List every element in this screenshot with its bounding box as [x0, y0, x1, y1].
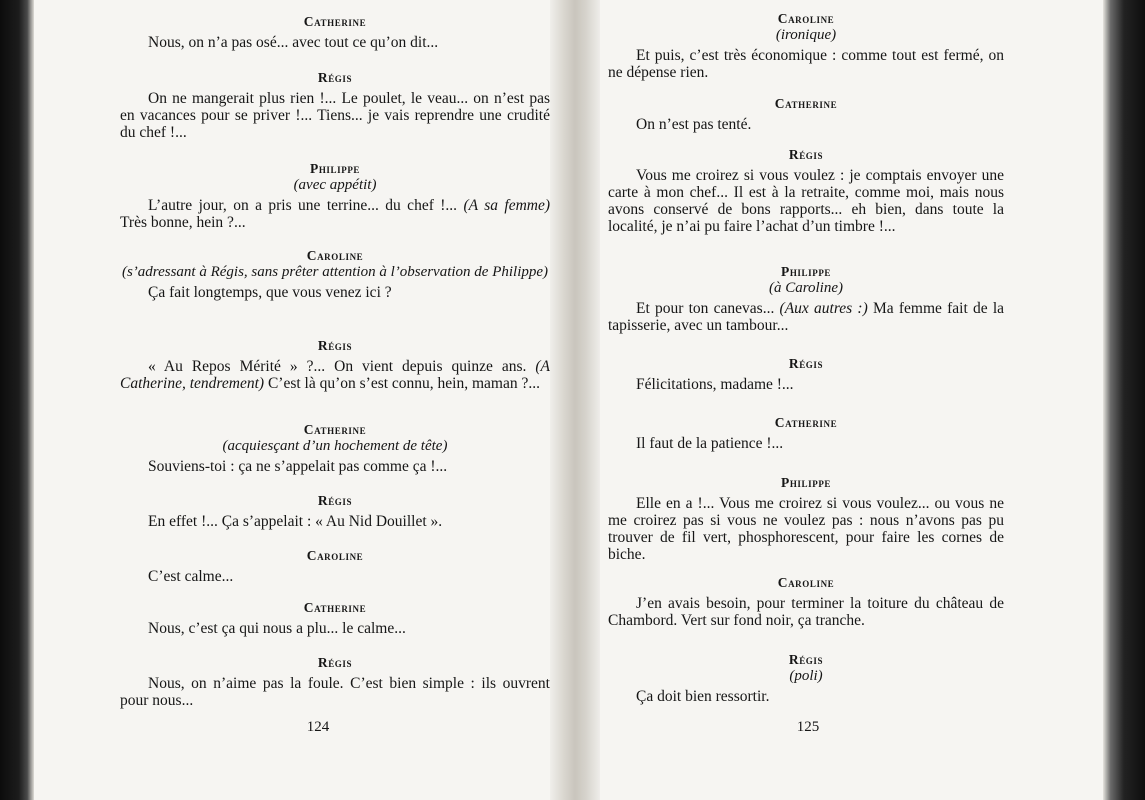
- speaker-name: Catherine: [303, 422, 367, 437]
- dialogue-line: Souviens-toi : ça ne s’appelait pas comme ça !...: [148, 458, 448, 475]
- speaker-name: Catherine: [303, 600, 367, 615]
- inline-stage-direction: (A sa femme): [463, 197, 550, 214]
- speaker-name: Régis: [317, 655, 353, 670]
- dialogue-block: [120, 247, 550, 301]
- book-gutter: [548, 0, 602, 800]
- stage-direction: (ironique): [775, 27, 837, 43]
- speaker-name: Catherine: [303, 14, 367, 29]
- dialogue-line: On n’est pas tenté.: [636, 116, 752, 133]
- speaker-name: Régis: [788, 652, 824, 667]
- dialogue-line: Nous, c’est ça qui nous a plu... le calme...: [148, 620, 406, 637]
- dialogue-line: Il faut de la patience !...: [636, 435, 784, 452]
- speaker-name: Régis: [788, 147, 824, 162]
- speaker-name: Catherine: [774, 415, 838, 430]
- dialogue-line: L’autre jour, on a pris une terrine... du chef !... (A sa femme) Très bonne, hein ?...: [120, 197, 550, 231]
- dialogue-block: [120, 69, 550, 141]
- speaker-name: Philippe: [780, 475, 832, 490]
- dialogue-block: [120, 492, 550, 530]
- stage-direction: (poli): [789, 668, 823, 684]
- stage-direction: (acquiesçant d’un hochement de tête): [222, 438, 448, 454]
- dialogue-line: Félicitations, madame !...: [636, 376, 794, 393]
- dialogue-block: [608, 474, 1004, 563]
- page-number: 124: [306, 719, 330, 735]
- speaker-name: Régis: [317, 70, 353, 85]
- stage-direction: (avec appétit): [293, 177, 377, 193]
- page-number: 125: [796, 719, 820, 735]
- speaker-name: Caroline: [306, 248, 364, 263]
- speaker-name: Caroline: [777, 11, 835, 26]
- right-page: [600, 0, 1103, 800]
- stage-direction: (s’adressant à Régis, sans prêter attention à l’observation de Philippe): [121, 264, 549, 280]
- dialogue-line: C’est calme...: [148, 568, 234, 585]
- dialogue-line: Et pour ton canevas... (Aux autres :) Ma femme fait de la tapisserie, avec un tambour...: [608, 300, 1005, 334]
- speaker-name: Régis: [317, 493, 353, 508]
- left-page: [34, 0, 550, 800]
- speaker-name: Régis: [788, 356, 824, 371]
- dialogue-line: J’en avais besoin, pour terminer la toiture du château de Chambord. Vert sur fond noir, ça tranche.: [608, 595, 1004, 629]
- speaker-name: Catherine: [774, 96, 838, 111]
- dialogue-line: Elle en a !... Vous me croirez si vous voulez... ou vous ne me croirez pas si vous ne voulez pas : nous n’avons pas pu trouver de fil vert, phosphorescent, pour faire les cornes de biche.: [608, 495, 1004, 563]
- dialogue-block: [120, 547, 550, 585]
- dialogue-block: [120, 654, 550, 709]
- stage-direction: (à Caroline): [768, 280, 844, 296]
- speaker-name: Philippe: [780, 264, 832, 279]
- scan-edge-right: [1103, 0, 1145, 800]
- dialogue-block: [120, 421, 550, 475]
- scan-edge-left: [0, 0, 34, 800]
- dialogue-line: Nous, on n’a pas osé... avec tout ce qu’on dit...: [148, 34, 439, 51]
- dialogue-block: [608, 263, 1004, 334]
- dialogue-line: Et puis, c’est très économique : comme tout est fermé, on ne dépense rien.: [608, 47, 1004, 81]
- dialogue-block: [120, 599, 550, 637]
- dialogue-line: On ne mangerait plus rien !... Le poulet, le veau... on n’est pas en vacances pour se priver !... Tiens... je vais reprendre une crudité du chef !...: [120, 90, 550, 141]
- speaker-name: Philippe: [309, 161, 361, 176]
- dialogue-block: [608, 414, 1004, 452]
- speaker-name: Caroline: [306, 548, 364, 563]
- dialogue-line: Nous, on n’aime pas la foule. C’est bien simple : ils ouvrent pour nous...: [120, 675, 550, 709]
- dialogue-line: En effet !... Ça s’appelait : « Au Nid Douillet ».: [148, 513, 443, 530]
- dialogue-line: Ça doit bien ressortir.: [636, 688, 770, 705]
- dialogue-block: [608, 355, 1004, 393]
- dialogue-line: Vous me croirez si vous voulez : je comptais envoyer une carte à mon chef... Il est à la retraite, comme moi, mais nous avons conservé de bons rapports... eh bien, dans toute la localité, je n’ai pu faire l’achat d’un timbre !...: [608, 167, 1004, 235]
- dialogue-line: « Au Repos Mérité » ?... On vient depuis quinze ans. (A Catherine, tendrement) C’est là qu’on s’est connu, hein, maman ?...: [120, 358, 550, 392]
- dialogue-block: [120, 13, 550, 51]
- dialogue-block: [608, 651, 1004, 705]
- dialogue-block: [608, 10, 1004, 81]
- dialogue-line: Ça fait longtemps, que vous venez ici ?: [148, 284, 392, 301]
- dialogue-block: [120, 160, 550, 231]
- inline-stage-direction: (A Catherine, tendrement): [120, 358, 550, 392]
- dialogue-block: [120, 337, 550, 392]
- dialogue-block: [608, 95, 1004, 133]
- inline-stage-direction: (Aux autres :): [779, 300, 868, 317]
- speaker-name: Caroline: [777, 575, 835, 590]
- speaker-name: Régis: [317, 338, 353, 353]
- dialogue-block: [608, 574, 1004, 629]
- dialogue-block: [608, 146, 1004, 235]
